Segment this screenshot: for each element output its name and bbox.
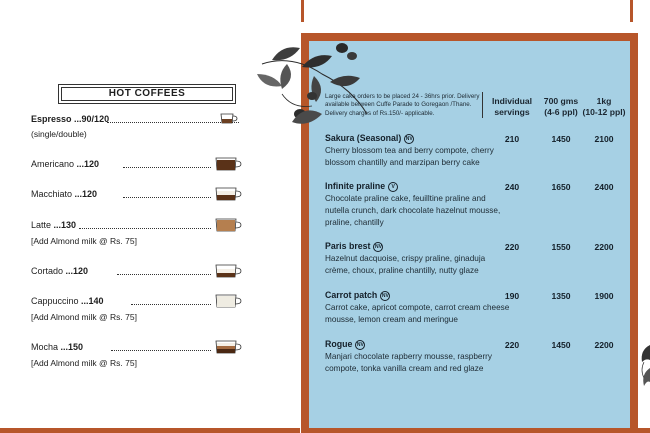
coffee-name: Americano (31, 159, 75, 169)
cake-name-paris-brest: Paris brest NV (325, 241, 382, 251)
espresso-cup-icon (217, 111, 241, 125)
coffee-price: ...150 (60, 342, 84, 352)
frame-top-right (630, 0, 633, 22)
cake-price: 210 (504, 134, 520, 144)
coffee-price: ...120 (74, 189, 98, 199)
coffee-item-cappuccino (31, 296, 241, 310)
coffee-name: Mocha (31, 342, 59, 352)
cortado-cup-icon (214, 263, 242, 279)
cake-price: 2200 (594, 242, 614, 252)
note-divider (482, 92, 483, 118)
americano-cup-icon (214, 156, 242, 172)
coffee-item-americano (31, 159, 241, 173)
frame-bottom-right (301, 428, 650, 433)
nonveg-badge-icon: NV (405, 135, 413, 142)
coffee-name: Cortado (31, 266, 64, 276)
coffee-name: Macchiato (31, 189, 73, 199)
cake-desc-paris-brest: Hazelnut dacquoise, crispy praline, ginaduja crème, choux, praline chantilly, nutty glaze (325, 254, 486, 275)
cake-price: 1350 (551, 291, 571, 301)
cake-name-sakura: Sakura (Seasonal) NV (325, 133, 413, 143)
coffee-item-cortado (31, 266, 241, 280)
cake-price: 190 (504, 291, 520, 301)
cake-price: 220 (504, 340, 520, 350)
coffee-price: ...90/120 (74, 114, 110, 124)
cake-price: 1650 (551, 182, 571, 192)
edge-illustration-icon (638, 340, 650, 400)
col-head-1kg: 1kg (10-12 ppl) (582, 96, 626, 117)
coffee-sub-espresso: (single/double) (31, 129, 87, 139)
hot-coffees-title: HOT COFFEES (108, 88, 186, 99)
cake-price: 1900 (594, 291, 614, 301)
cake-desc-infinite-praline: Chocolate praline cake, feuilltine praline and nutella crunch, dark chocolate hazelnut mousse, praline, chantilly (325, 194, 501, 227)
veg-badge-icon: V (388, 182, 398, 192)
cake-name-infinite-praline: Infinite praline V (325, 181, 398, 192)
leaves-illustration-icon (252, 34, 370, 134)
leader-dots (131, 299, 211, 305)
leader-dots (79, 223, 211, 229)
cake-price: 2200 (594, 340, 614, 350)
coffee-name: Latte (31, 220, 52, 230)
col-head-individual: Individual servings (491, 96, 533, 117)
coffee-price: ...120 (65, 266, 89, 276)
coffee-price: ...140 (81, 296, 104, 306)
leader-dots (111, 345, 211, 351)
coffee-price: ...130 (53, 220, 77, 230)
cake-price: 240 (504, 182, 520, 192)
cake-order-note: Large cake orders to be placed 24 - 36hrs prior. Delivery available between Cuffe Parade to Goregaon /Thane. Delivery charges of Rs.150/- applicable. (325, 93, 480, 117)
nonveg-badge-icon: NV (356, 341, 364, 348)
coffee-name: Cappuccino (31, 296, 79, 306)
coffee-item-espresso (31, 114, 241, 128)
cake-desc-sakura: Cherry blossom tea and berry compote, cherry blossom chantilly and marzipan berry cake (325, 146, 494, 167)
mocha-cup-icon (214, 339, 242, 355)
cake-price: 1550 (551, 242, 571, 252)
coffee-sub-mocha: [Add Almond milk @ Rs. 75] (31, 358, 137, 368)
cake-name-carrot-patch: Carrot patch NV (325, 290, 389, 300)
cake-price: 1450 (551, 340, 571, 350)
cake-price: 2400 (594, 182, 614, 192)
macchiato-cup-icon (214, 186, 242, 202)
nonveg-badge-icon: NV (381, 292, 389, 299)
coffee-item-mocha (31, 342, 241, 356)
frame-bottom-left (0, 428, 300, 433)
coffee-item-latte (31, 220, 241, 234)
cake-price: 220 (504, 242, 520, 252)
cake-desc-carrot-patch: Carrot cake, apricot compote, carrot cream cheese mousse, lemon cream and meringue (325, 303, 510, 324)
leader-dots (117, 269, 211, 275)
coffee-item-macchiato (31, 189, 241, 203)
coffee-sub-cappuccino: [Add Almond milk @ Rs. 75] (31, 312, 137, 322)
cake-price: 2100 (594, 134, 614, 144)
coffee-price: ...120 (76, 159, 100, 169)
cake-name-rogue: Rogue NV (325, 339, 364, 349)
leader-dots (123, 162, 211, 168)
coffee-sub-latte: [Add Almond milk @ Rs. 75] (31, 236, 137, 246)
coffee-name: Espresso (31, 114, 72, 124)
hot-coffees-title-box (58, 84, 236, 104)
col-head-700gms: 700 gms (4-6 ppl) (543, 96, 579, 117)
nonveg-badge-icon: NV (375, 243, 382, 250)
leader-dots (123, 192, 211, 198)
cappuccino-cup-icon (214, 293, 242, 309)
latte-cup-icon (214, 217, 242, 233)
cake-price: 1450 (551, 134, 571, 144)
frame-top-left (301, 0, 304, 22)
cake-desc-rogue: Manjari chocolate rapberry mousse, raspberry compote, tonka vanilla cream and red glaze (325, 352, 493, 373)
